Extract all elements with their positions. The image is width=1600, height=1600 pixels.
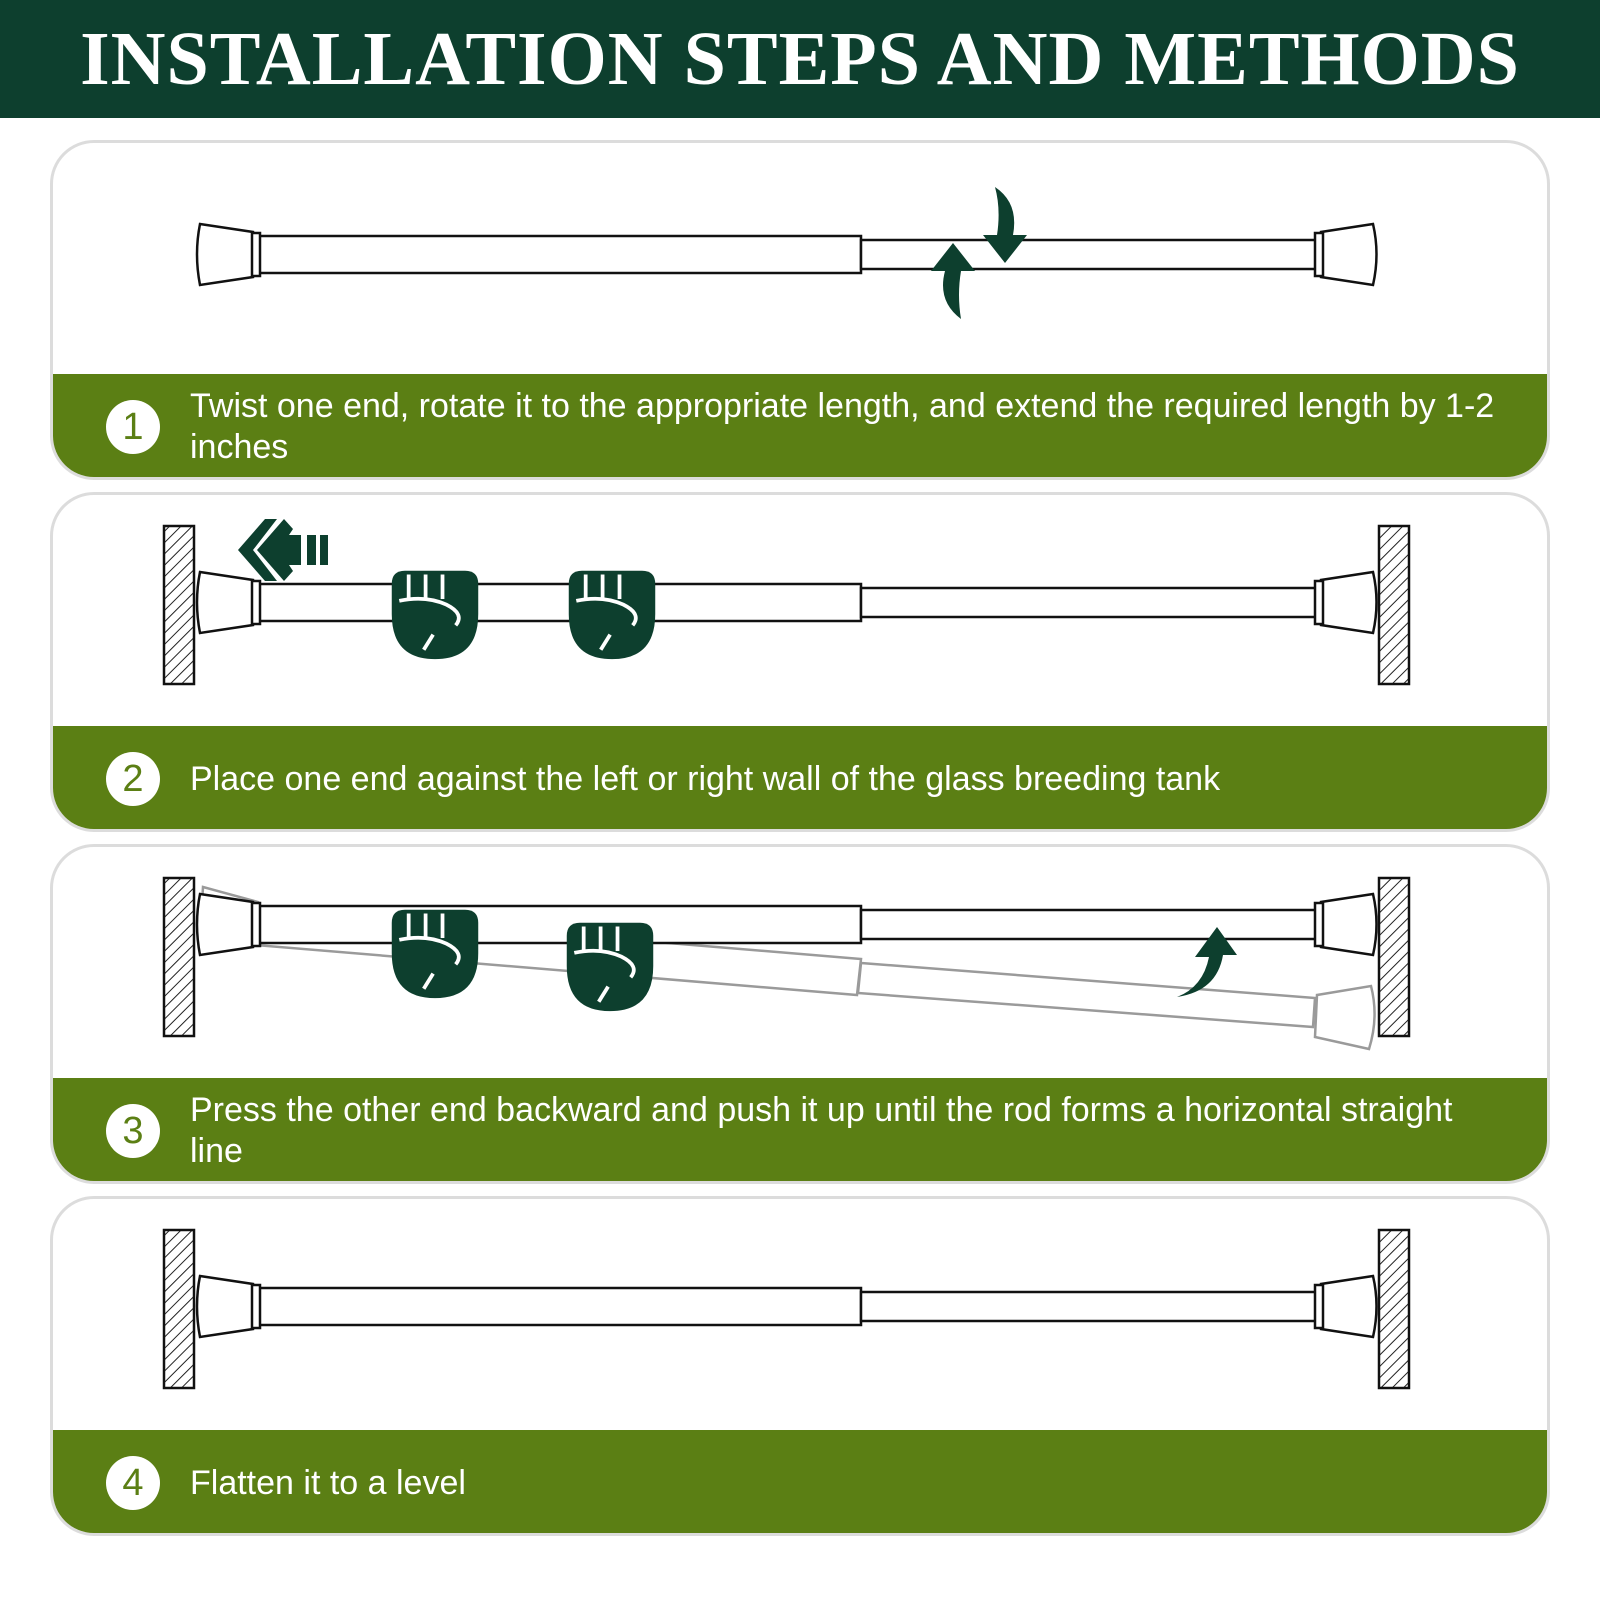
step-3-text: Press the other end backward and push it up until the rod forms a horizontal straight line <box>190 1091 1453 1170</box>
step-3-illustration <box>53 847 1550 1081</box>
fist-icon <box>569 571 655 659</box>
step-card-2 <box>50 492 1550 832</box>
fist-icon <box>392 571 478 659</box>
step-1-band <box>50 374 1550 480</box>
step-4-band <box>50 1430 1550 1536</box>
step-1-text: Twist one end, rotate it to the appropriate length, and extend the required length by 1-2 inches <box>190 387 1495 466</box>
step-2-number: 2 <box>106 752 160 806</box>
step-3-number: 3 <box>106 1104 160 1158</box>
page-title: INSTALLATION STEPS AND METHODS <box>80 16 1520 101</box>
right-wall <box>1379 526 1409 684</box>
step-card-4 <box>50 1196 1550 1536</box>
step-1-number: 1 <box>106 400 160 454</box>
step-card-3 <box>50 844 1550 1184</box>
step-4-text: Flatten it to a level <box>190 1463 466 1502</box>
step-3-band <box>50 1078 1550 1184</box>
step-2-text: Place one end against the left or right wall of the glass breeding tank <box>190 759 1221 798</box>
right-wall <box>1379 1230 1409 1388</box>
step-2-illustration <box>53 495 1550 729</box>
fist-icon <box>567 923 653 1011</box>
left-wall <box>164 526 194 684</box>
step-4-illustration <box>53 1199 1550 1433</box>
fist-icon <box>392 910 478 998</box>
left-arrow-icon <box>238 519 328 581</box>
left-wall <box>164 878 194 1036</box>
right-wall <box>1379 878 1409 1036</box>
left-wall <box>164 1230 194 1388</box>
step-1-illustration <box>53 143 1550 377</box>
step-4-number: 4 <box>106 1456 160 1510</box>
step-2-band <box>50 726 1550 832</box>
step-card-1 <box>50 140 1550 480</box>
header-bar <box>0 0 1600 118</box>
